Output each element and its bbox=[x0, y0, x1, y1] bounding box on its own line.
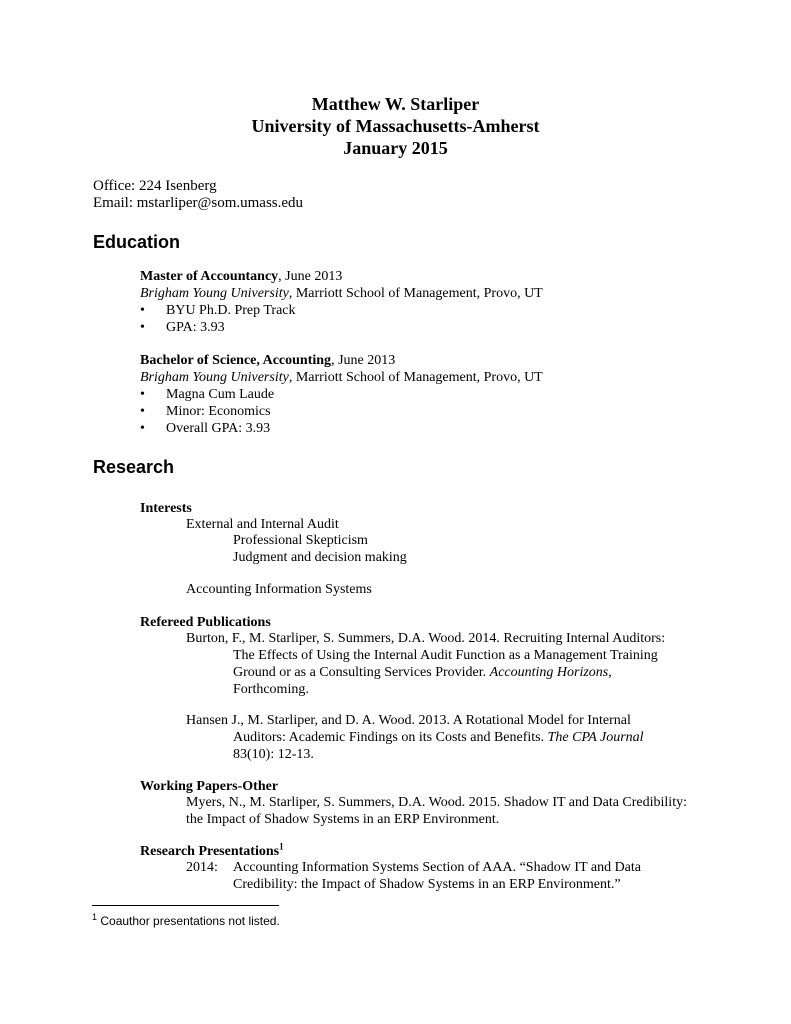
interest-area: External and Internal Audit bbox=[186, 517, 339, 532]
degree-title: Master of Accountancy bbox=[140, 269, 279, 284]
presentations-label: Research Presentations$^1$ bbox=[140, 841, 284, 859]
school-name: Brigham Young University bbox=[140, 286, 289, 301]
contact-email: Email: mstarliper@som.umass.edu bbox=[93, 195, 304, 211]
cv-name: Matthew W. Starliper bbox=[311, 94, 480, 114]
footnote-divider bbox=[92, 905, 279, 906]
degree-school bbox=[140, 285, 543, 302]
education-heading: Education bbox=[93, 232, 181, 252]
footnote-number: 1 bbox=[92, 912, 98, 922]
publication-line: The Effects of Using the Internal Audit Function as a Management Training bbox=[233, 648, 658, 663]
refereed-label: Refereed Publications bbox=[140, 615, 271, 630]
degree-bachelors bbox=[140, 352, 395, 369]
presentation-line: Accounting Information Systems Section of AAA. “Shadow IT and Data bbox=[233, 860, 642, 875]
publication-line: Auditors: Academic Findings on its Costs and Benefits. The CPA Journal bbox=[233, 730, 644, 745]
degree-school bbox=[140, 369, 543, 386]
degree-date: , June 2013 bbox=[278, 269, 343, 284]
journal-name: Accounting Horizons bbox=[489, 665, 609, 680]
publication-line: Hansen J., M. Starliper, and D. A. Wood. 2013. A Rotational Model for Internal bbox=[186, 713, 631, 728]
footnote-text: Coauthor presentations not listed. bbox=[97, 914, 280, 928]
publication-line: Forthcoming. bbox=[233, 682, 309, 697]
degree-date: , June 2013 bbox=[331, 353, 396, 368]
presentation-year: 2014: bbox=[186, 860, 218, 875]
school-location: , Marriott School of Management, Provo, UT bbox=[288, 370, 543, 385]
contact-office: Office: 224 Isenberg bbox=[93, 178, 217, 194]
interest-area: Accounting Information Systems bbox=[186, 582, 372, 597]
publication-line: 83(10): 12-13. bbox=[233, 747, 314, 762]
working-paper-line: Myers, N., M. Starliper, S. Summers, D.A. Wood. 2015. Shadow IT and Data Credibility: bbox=[186, 795, 687, 810]
interests-label: Interests bbox=[140, 501, 192, 516]
research-heading: Research bbox=[93, 457, 175, 477]
degree-title: Bachelor of Science, Accounting bbox=[140, 353, 332, 368]
school-location: , Marriott School of Management, Provo, UT bbox=[288, 286, 543, 301]
journal-name: The CPA Journal bbox=[547, 730, 644, 745]
cv-date: January 2015 bbox=[343, 138, 448, 158]
presentation-line: Credibility: the Impact of Shadow Systems in an ERP Environment.” bbox=[233, 877, 621, 892]
publication-line: Burton, F., M. Starliper, S. Summers, D.A. Wood. 2014. Recruiting Internal Auditors: bbox=[186, 631, 666, 646]
degree-masters bbox=[140, 268, 342, 285]
cv-page: Matthew W. Starliper University of Massachusetts-Amherst January 2015 Office: 224 Isenberg Email: mstarliper@som.umass.edu Education Master of Accountancy, June 2013 Brigham Young University, Marriott School of Management, Provo, UT • BYU Ph.D. Prep Track • GPA: 3.93 Bachelor of Science, Accounting, June 2013 Brigham Young University, Marriott School of Management, Provo, UT • Magna Cum Laude • Minor: Economics • Overall GPA: 3.93 Research Interests External and Internal Audit Professional Skepticism Judgment and decision making Accounting Information Systems Refereed Publications Burton, F., M. Starliper, S. Summers, D.A. Wood. 2014. Recruiting Internal Auditors: The Effects of Using the Internal Audit Function as a Management Training Ground or as a Consulting Services Provider. Accounting Horizons, Forthcoming. Hansen J., M. Starliper, and D. A. Wood. 2013. A Rotational Model for Internal Auditors: Academic Findings on its Costs and Benefits. The CPA Journal 83(10): 12-13. Working Papers-Other Myers, N., M. Starliper, S. Summers, D.A. Wood. 2015. Shadow IT and Data Credibility: the Impact of Shadow Systems in an ERP Environment. Research Presentations$^1$ 2014: Accounting Information Systems Section of AAA. “Shadow IT and Data Credibility: the Impact of Shadow Systems in an ERP Environment.” $^1$ Coauthor presentations not listed. bbox=[0, 0, 791, 1024]
footnote-mark[interactable]: 1 bbox=[279, 841, 284, 852]
working-papers-label: Working Papers-Other bbox=[140, 779, 279, 794]
interest-subarea: Professional Skepticism bbox=[233, 533, 368, 548]
footnote bbox=[92, 914, 280, 928]
publication-line: Ground or as a Consulting Services Provider. Accounting Horizons, bbox=[233, 665, 612, 680]
working-paper-line: the Impact of Shadow Systems in an ERP Environment. bbox=[186, 812, 500, 827]
interest-subarea: Judgment and decision making bbox=[233, 550, 407, 565]
school-name: Brigham Young University bbox=[140, 370, 289, 385]
cv-university: University of Massachusetts-Amherst bbox=[251, 116, 540, 136]
